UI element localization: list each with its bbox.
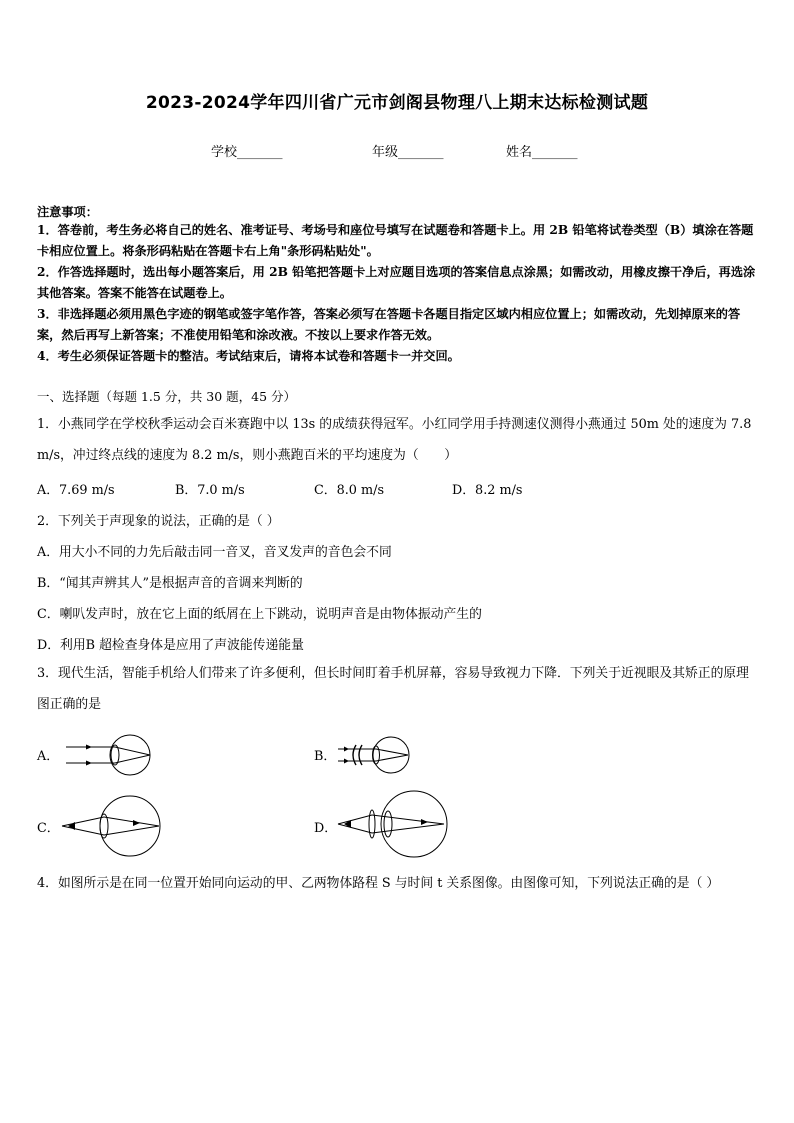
question-1-stem: 1．小燕同学在学校秋季运动会百米赛跑中以 13s 的成绩获得冠军。小红同学用手持测速仪测得小燕通过 50m 处的速度为 7.8 m/s，冲过终点线的速度为 8.2 m/s，则小燕跑百米的平均速度为（ ） xyxy=(37,417,752,463)
page-title: 2023-2024学年四川省广元市剑阁县物理八上期末达标检测试题 xyxy=(145,93,649,113)
eye-diagram-b xyxy=(336,733,416,777)
q3-option-a-label: A． xyxy=(37,749,60,764)
eye-diagram-c xyxy=(60,793,162,859)
q2-option-c: C．喇叭发声时，放在它上面的纸屑在上下跳动，说明声音是由物体振动产生的 xyxy=(37,607,482,622)
q3-option-c-label: C． xyxy=(37,821,60,836)
question-3-stem: 3．现代生活，智能手机给人们带来了许多便利，但长时间盯着手机屏幕，容易导致视力下降．下列关于近视眼及其矫正的原理图正确的是 xyxy=(37,666,749,712)
q1-option-d: D．8.2 m/s xyxy=(452,483,523,498)
school-field: 学校_______ xyxy=(211,145,283,160)
q2-option-d: D．利用B 超检查身体是应用了声波能传递能量 xyxy=(37,638,304,653)
notice-item-4: 4．考生必须保证答题卡的整洁。考试结束后，请将本试卷和答题卡一并交回。 xyxy=(37,349,460,363)
name-field: 姓名_______ xyxy=(506,145,578,160)
q3-option-d-label: D． xyxy=(314,821,338,836)
grade-field: 年级_______ xyxy=(372,145,444,160)
notice-heading: 注意事项： xyxy=(37,205,98,219)
q1-option-c: C．8.0 m/s xyxy=(314,483,385,498)
notice-list xyxy=(37,220,759,367)
question-4-stem: 4．如图所示是在同一位置开始同向运动的甲、乙两物体路程 S 与时间 t 关系图像。由图像可知，下列说法正确的是（ ） xyxy=(37,876,720,891)
q3-option-b-label: B． xyxy=(314,749,337,764)
eye-diagram-d xyxy=(336,788,448,860)
question-2-stem: 2．下列关于声现象的说法，正确的是（ ） xyxy=(37,514,280,529)
q1-option-a: A．7.69 m/s xyxy=(37,483,115,498)
section-heading: 一、选择题（每题 1.5 分，共 30 题，45 分） xyxy=(37,389,297,404)
notice-item-3: 3．非选择题必须用黑色字迹的钢笔或签字笔作答，答案必须写在答题卡各题目指定区域内相应位置上；如需改动，先划掉原来的答案，然后再写上新答案；不准使用铅笔和涂改液。不按以上要求作答无效。 xyxy=(37,307,741,342)
q2-option-a: A．用大小不同的力先后敲击同一音叉，音叉发声的音色会不同 xyxy=(37,545,392,560)
q1-option-b: B．7.0 m/s xyxy=(175,483,245,498)
notice-item-2: 2．作答选择题时，选出每小题答案后，用 2B 铅笔把答题卡上对应题目选项的答案信息点涂黑；如需改动，用橡皮擦干净后，再选涂其他答案。答案不能答在试题卷上。 xyxy=(37,265,756,300)
eye-diagram-a xyxy=(62,733,162,777)
notice-item-1: 1．答卷前，考生务必将自己的姓名、准考证号、考场号和座位号填写在试题卷和答题卡上。用 2B 铅笔将试卷类型（B）填涂在答题卡相应位置上。将条形码粘贴在答题卡右上角"条形码粘贴处"。 xyxy=(37,223,754,258)
q2-option-b: B．“闻其声辨其人”是根据声音的音调来判断的 xyxy=(37,576,303,591)
